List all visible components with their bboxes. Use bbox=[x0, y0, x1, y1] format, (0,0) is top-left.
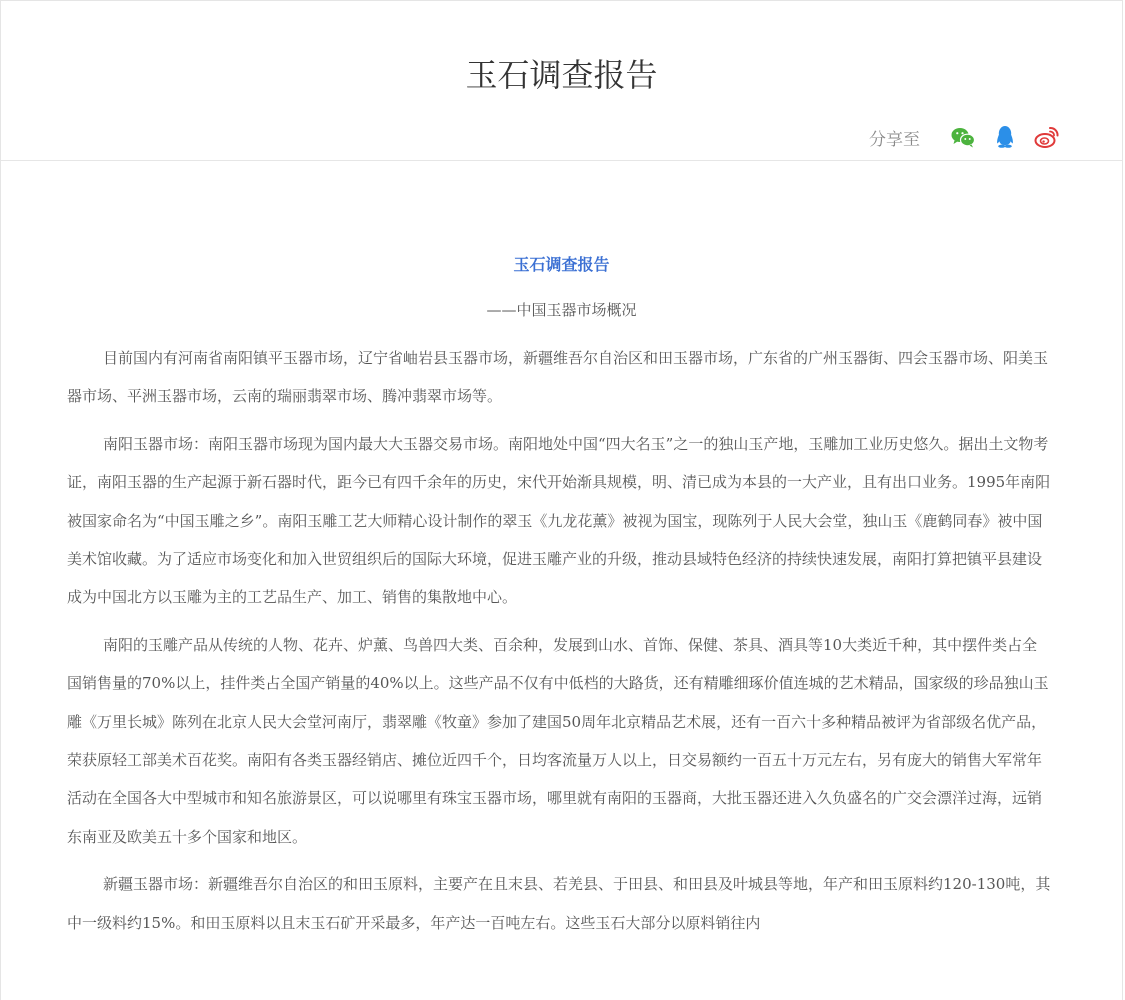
page-header bbox=[1, 1, 1122, 161]
paragraph: 南阳的玉雕产品从传统的人物、花卉、炉薰、鸟兽四大类、百余种，发展到山水、首饰、保健、茶具、酒具等10大类近千种，其中摆件类占全国销售量的70%以上，挂件类占全国产销量的40%以上。这些产品不仅有中低档的大路货，还有精雕细琢价值连城的艺术精品，国家级的珍品独山玉雕《万里长城》陈列在北京人民大会堂河南厅，翡翠雕《牧童》参加了建国50周年北京精品艺术展，还有一百六十多种精品被评为省部级名优产品，荣获原轻工部美术百花奖。南阳有各类玉器经销店、摊位近四千个，日均客流量万人以上，日交易额约一百五十万元左右，另有庞大的销售大军常年活动在全国各大中型城市和知名旅游景区，可以说哪里有珠宝玉器市场，哪里就有南阳的玉器商，大批玉器还进入久负盛名的广交会漂洋过海，远销东南亚及欧美五十多个国家和地区。 bbox=[67, 635, 1049, 846]
wechat-icon[interactable] bbox=[950, 124, 976, 150]
paragraph: 目前国内有河南省南阳镇平玉器市场，辽宁省岫岩县玉器市场，新疆维吾尔自治区和田玉器市场，广东省的广州玉器街、四会玉器市场、阳美玉器市场、平洲玉器市场，云南的瑞丽翡翠市场、腾冲翡翠市场等。 bbox=[67, 349, 1049, 406]
qq-icon[interactable] bbox=[992, 124, 1018, 150]
share-label: 分享至 bbox=[869, 129, 920, 150]
article-subtitle: ——中国玉器市场概况 bbox=[486, 301, 637, 319]
article bbox=[1, 161, 1122, 942]
paragraph: 新疆玉器市场：新疆维吾尔自治区的和田玉原料，主要产在且末县、若羌县、于田县、和田县及叶城县等地，年产和田玉原料约120-130吨，其中一级料约15%。和田玉原料以且末玉石矿开采最多，年产达一百吨左右。这些玉石大部分以原料销往内 bbox=[67, 875, 1051, 932]
article-body bbox=[67, 339, 1052, 942]
paragraph: 南阳玉器市场：南阳玉器市场现为国内最大大玉器交易市场。南阳地处中国“四大名玉”之一的独山玉产地，玉雕加工业历史悠久。据出土文物考证，南阳玉器的生产起源于新石器时代，距今已有四千余年的历史，宋代开始渐具规模，明、清已成为本县的一大产业，且有出口业务。1995年南阳被国家命名为“中国玉雕之乡”。南阳玉雕工艺大师精心设计制作的翠玉《九龙花薰》被视为国宝，现陈列于人民大会堂，独山玉《鹿鹤同春》被中国美术馆收藏。为了适应市场变化和加入世贸组织后的国际大环境，促进玉雕产业的升级，推动县域特色经济的持续快速发展，南阳打算把镇平县建设成为中国北方以玉雕为主的工艺品生产、加工、销售的集散地中心。 bbox=[67, 434, 1051, 607]
weibo-icon[interactable] bbox=[1034, 124, 1060, 150]
share-bar bbox=[869, 123, 1060, 151]
article-title: 玉石调查报告 bbox=[513, 255, 610, 274]
page-title: 玉石调查报告 bbox=[465, 56, 658, 94]
